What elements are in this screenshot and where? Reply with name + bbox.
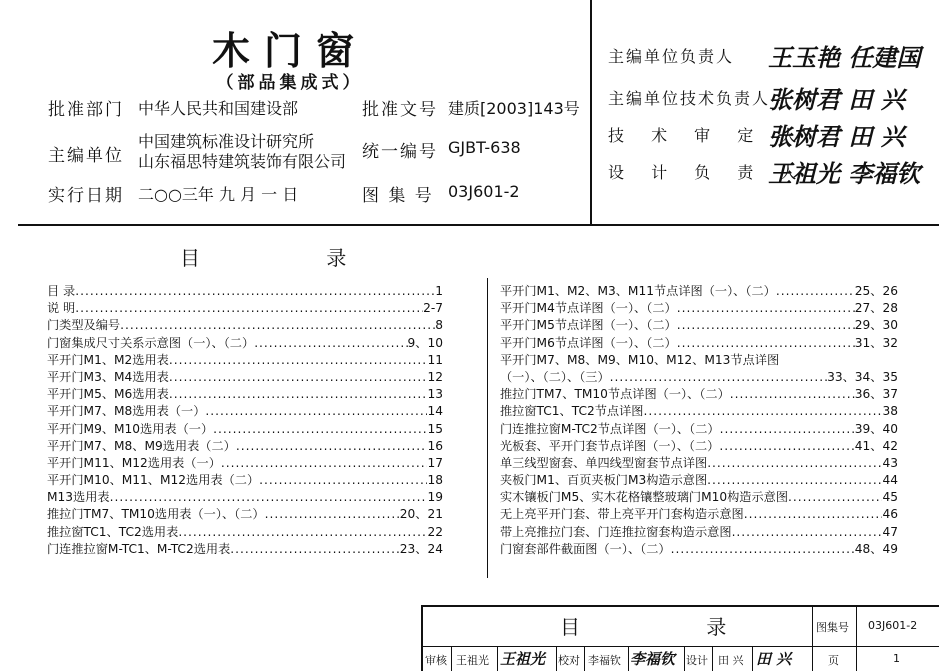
design-signature: 田 兴 — [756, 650, 792, 668]
toc-entry[interactable]: 推拉窗TC1、TC2选用表 ..... 22 — [47, 524, 443, 541]
toc-entry[interactable]: 平开门M7、M8、M9选用表（二） ..... 16 — [47, 438, 443, 455]
toc-entry[interactable]: 推拉窗TC1、TC2节点详图 ..... 38 — [500, 403, 898, 420]
toc-entry[interactable]: 推拉门TM7、TM10选用表（一）、（二） ..... 20、21 — [47, 506, 443, 523]
toc-entry[interactable]: 说 明 ..... 2-7 — [47, 300, 443, 317]
toc-entry[interactable]: 门连推拉窗M-TC1、M-TC2选用表 ..... 23、24 — [47, 541, 443, 558]
editor-unit-value: 中国建筑标准设计研究所 — [138, 132, 315, 151]
toc-entry[interactable]: 平开门M1、M2、M3、M11节点详图（一）、（二） ..... 25、26 — [500, 283, 898, 300]
check-label: 校对 — [558, 654, 580, 667]
toc-entry[interactable]: 实木镶板门M5、实木花格镶整玻璃门M10构造示意图 ..... 45 — [500, 489, 898, 506]
title-block-title: 目 录 — [560, 615, 787, 639]
toc-entry[interactable]: 无上亮平开门套、带上亮平开门套构造示意图 ..... 46 — [500, 506, 898, 523]
approval-doc-label: 批准文号 — [362, 100, 438, 120]
unified-code-label: 统一编号 — [362, 142, 438, 162]
design-name: 田 兴 — [718, 654, 744, 667]
toc-entry[interactable]: 门类型及编号 ..... 8 — [47, 317, 443, 334]
resp-signature-4: 王祖光 李福钦 — [768, 159, 921, 188]
approval-dept-value: 中华人民共和国建设部 — [138, 99, 299, 118]
header-divider — [590, 0, 592, 225]
toc-entry[interactable]: 平开门M10、M11、M12选用表（二） ..... 18 — [47, 472, 443, 489]
effective-date-label: 实行日期 — [48, 186, 124, 206]
document-title: 木门窗 — [211, 29, 368, 73]
toc-divider — [487, 278, 488, 578]
toc-entry[interactable]: 平开门M5、M6选用表 ..... 13 — [47, 386, 443, 403]
atlas-no-label: 图 集 号 — [362, 186, 434, 206]
resp-signature-2: 张树君 田 兴 — [768, 85, 905, 114]
toc-entry[interactable]: 带上亮推拉门套、门连推拉窗套构造示意图 ..... 47 — [500, 524, 898, 541]
resp-signature-3: 张树君 田 兴 — [768, 122, 905, 151]
resp-role-2: 主编单位技术负责人 — [608, 89, 771, 108]
toc-entry[interactable]: 平开门M3、M4选用表 ..... 12 — [47, 369, 443, 386]
document-subtitle: （部品集成式） — [216, 73, 364, 93]
toc-entry[interactable]: （一）、（二）、（三） ..... 33、34、35 — [500, 369, 898, 386]
design-label: 设计 — [686, 654, 708, 667]
toc-entry[interactable]: 平开门M7、M8、M9、M10、M12、M13节点详图 — [500, 352, 780, 367]
atlas-value: 03J601-2 — [868, 619, 918, 632]
editor-unit-label: 主编单位 — [48, 146, 124, 166]
toc-right-column — [500, 283, 898, 558]
atlas-label: 图集号 — [816, 621, 849, 634]
toc-entry[interactable]: 平开门M4节点详图（一）、（二） ..... 27、28 — [500, 300, 898, 317]
resp-signature-1: 王玉艳 任建国 — [768, 43, 921, 72]
toc-left-column — [47, 283, 443, 558]
toc-title: 目 录 — [180, 246, 407, 270]
approval-dept-label: 批准部门 — [48, 100, 124, 120]
toc-entry[interactable]: 平开门M5节点详图（一）、（二） ..... 29、30 — [500, 317, 898, 334]
header-bottom-rule — [18, 224, 939, 226]
toc-entry[interactable]: 平开门M11、M12选用表（一） ..... 17 — [47, 455, 443, 472]
resp-role-3: 技 术 审 定 人 — [608, 126, 808, 145]
check-signature: 李福钦 — [630, 650, 676, 668]
toc-entry[interactable]: 推拉门TM7、TM10节点详图（一）、（二） ..... 36、37 — [500, 386, 898, 403]
toc-entry[interactable]: 平开门M7、M8选用表（一） ..... 14 — [47, 403, 443, 420]
toc-entry[interactable]: 光板套、平开门套节点详图（一）、（二） ..... 41、42 — [500, 438, 898, 455]
approval-doc-value: 建质[2003]143号 — [448, 99, 580, 118]
page-number: 1 — [893, 652, 900, 665]
editor-unit-value-2: 山东福思特建筑装饰有限公司 — [138, 152, 347, 171]
review-label: 审核 — [425, 654, 447, 667]
toc-entry[interactable]: 门窗套部件截面图（一）、（二） ..... 48、49 — [500, 541, 898, 558]
toc-entry[interactable]: 目 录 ..... 1 — [47, 283, 443, 300]
toc-entry[interactable]: 平开门M9、M10选用表（一） ..... 15 — [47, 421, 443, 438]
atlas-no-value: 03J601-2 — [448, 182, 520, 201]
review-name: 王祖光 — [456, 654, 489, 667]
toc-entry[interactable]: 门连推拉窗M-TC2节点详图（一）、（二） ..... 39、40 — [500, 421, 898, 438]
check-name: 李福钦 — [588, 654, 621, 667]
toc-entry[interactable]: 门窗集成尺寸关系示意图（一）、（二） ..... 9、10 — [47, 335, 443, 352]
unified-code-value: GJBT-638 — [448, 138, 521, 157]
resp-role-4: 设 计 负 责 人 — [608, 163, 808, 182]
toc-entry[interactable]: 夹板门M1、百页夹板门M3构造示意图 ..... 44 — [500, 472, 898, 489]
toc-entry[interactable]: 单三线型窗套、单四线型窗套节点详图 ..... 43 — [500, 455, 898, 472]
toc-entry[interactable]: 平开门M6节点详图（一）、（二） ..... 31、32 — [500, 335, 898, 352]
review-signature: 王祖光 — [500, 650, 546, 668]
toc-entry[interactable]: 平开门M1、M2选用表 ..... 11 — [47, 352, 443, 369]
page-label: 页 — [828, 654, 839, 667]
resp-role-1: 主编单位负责人 — [608, 47, 735, 66]
toc-entry[interactable]: M13选用表 ..... 19 — [47, 489, 443, 506]
effective-date-value: 二○○三年 九 月 一 日 — [138, 185, 299, 204]
